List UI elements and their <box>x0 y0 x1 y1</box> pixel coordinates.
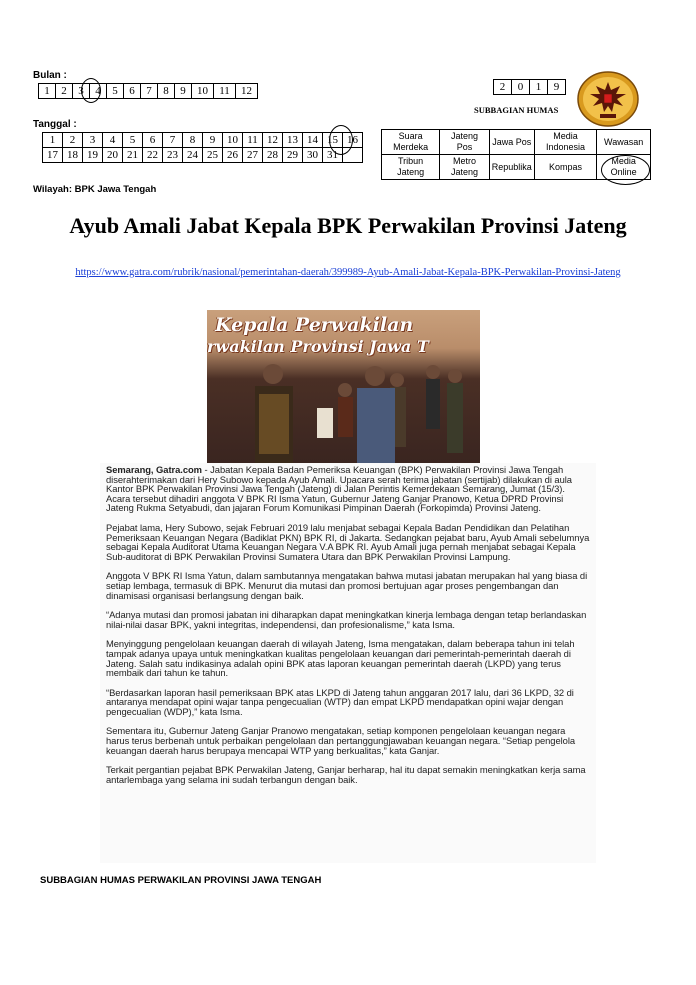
date-cell: 1 <box>43 133 63 148</box>
media-cell: Suara Merdeka <box>382 130 440 155</box>
article-url-link[interactable]: https://www.gatra.com/rubrik/nasional/pemerintahan-daerah/399989-Ayub-Amali-Jabat-Kepala-BPK-Perwakilan-Provinsi-Jateng <box>75 267 621 278</box>
month-cell: 12 <box>236 84 258 99</box>
photo-banner-line2: rwakilan Provinsi Jawa T <box>207 337 429 356</box>
year-digit-cell: 9 <box>548 80 566 95</box>
article-paragraph: “Adanya mutasi dan promosi jabatan ini diharapkan dapat meningkatkan kinerja lembaga dengan tetap berlandaskan nilai-nilai dasar BPK, yakni integritas, independensi, dan profesionalisme,” kata Isma. <box>106 609 587 630</box>
article-paragraph: Menyinggung pengelolaan keuangan daerah di wilayah Jateng, Isma mengatakan, dalam beberapa tahun ini telah tampak adanya upaya untuk meningkatkan kualitas pengelolaan keuangan dari pemerintah-pemerintah daerah di Jateng. Salah satu indikasinya adalah opini BPK atas laporan keuangan pemerintah daerah (LKPD) yang terus membaik dari tahun ke tahun. <box>106 638 575 679</box>
month-cell: 4 <box>90 84 107 99</box>
month-grid <box>38 83 258 99</box>
month-cell: 8 <box>158 84 175 99</box>
article-paragraph: Pejabat lama, Hery Subowo, sejak Februari 2019 lalu menjabat sebagai Kepala Badan Pendidikan dan Pelatihan Pemeriksaan Keuangan Negara (Badiklat PKN) BPK RI, di Jakarta. Sedangkan pejabat baru, Ayub Amali sebelumnya sebagai Kepala Auditorat Utama Keuangan Negara V.A BPK RI. Ayub Amali juga pernah menjabat sebagai Kepala Sub-auditorat di BPK Perwakilan Provinsi Sumatera Utara dan BPK Perwakilan Provinsi Lampung. <box>106 521 590 562</box>
date-cell: 3 <box>83 133 103 148</box>
bulan-label: Bulan : <box>33 70 67 81</box>
date-cell: 28 <box>263 148 283 163</box>
article-paragraph: Anggota V BPK RI Isma Yatun, dalam sambutannya mengatakan bahwa mutasi jabatan merupakan hal yang biasa di setiap lembaga, termasuk di BPK. Menurut dia mutasi dan promosi bertujuan agar proses pengembangan dan dinamisasi organisasi berlangsung dengan baik. <box>106 570 588 601</box>
media-cell: Jawa Pos <box>489 130 534 155</box>
date-cell: 4 <box>103 133 123 148</box>
selected-date-circle <box>329 125 353 155</box>
date-cell: 14 <box>303 133 323 148</box>
photo-people-illustration <box>207 310 480 463</box>
date-cell: 25 <box>203 148 223 163</box>
date-cell: 13 <box>283 133 303 148</box>
month-cell: 9 <box>175 84 192 99</box>
date-grid <box>42 132 363 163</box>
month-cell: 2 <box>56 84 73 99</box>
media-cell: Metro Jateng <box>440 155 490 180</box>
date-cell: 23 <box>163 148 183 163</box>
date-cell: 5 <box>123 133 143 148</box>
date-cell: 11 <box>243 133 263 148</box>
date-cell: 20 <box>103 148 123 163</box>
date-cell: 9 <box>203 133 223 148</box>
date-cell: 27 <box>243 148 263 163</box>
media-cell: Media Online <box>597 155 651 180</box>
date-cell: 10 <box>223 133 243 148</box>
media-cell: Media Indonesia <box>534 130 597 155</box>
date-cell: 15 <box>323 133 343 148</box>
media-cell: Tribun Jateng <box>382 155 440 180</box>
month-cell: 7 <box>141 84 158 99</box>
date-cell: 29 <box>283 148 303 163</box>
date-cell: 26 <box>223 148 243 163</box>
month-cell: 5 <box>107 84 124 99</box>
article-paragraph: Semarang, Gatra.com - Jabatan Kepala Badan Pemeriksa Keuangan (BPK) Perwakilan Provinsi Jawa Tengah diserahterimakan dari Hery Subowo kepada Ayub Amali. Upacara serah terima jabatan (sertijab) dilakukan di aula Kantor BPK Perwakilan Provinsi Jawa Tengah (Jateng) di Jalan Perintis Kemerdekaan Semarang, Jumat (15/3). Acara tersebut dihadiri anggota V BPK RI Isma Yatun, Gubernur Jateng Ganjar Pranowo, Ketua DPRD Provinsi Jateng Rukma Setyabudi, dan jajaran Forum Komunikasi Pimpinan Daerah (Forkopimda) Provinsi Jateng. <box>106 464 572 514</box>
date-cell: 18 <box>63 148 83 163</box>
date-cell: 30 <box>303 148 323 163</box>
date-cell: 21 <box>123 148 143 163</box>
footer-label: SUBBAGIAN HUMAS PERWAKILAN PROVINSI JAWA TENGAH <box>40 875 322 886</box>
article-paragraph: “Berdasarkan laporan hasil pemeriksaan BPK atas LKPD di Jateng tahun anggaran 2017 lalu, dari 36 LKPD, 32 di antaranya mendapat opini wajar tanpa pengecualian (WTP) dan empat LKPD mendapatkan opini wajar dengan pengecualian (WDP),” kata Isma. <box>106 686 574 717</box>
date-cell: 24 <box>183 148 203 163</box>
article-paragraph: Sementara itu, Gubernur Jateng Ganjar Pranowo mengatakan, setiap komponen pengelolaan keuangan negara harus terus berbenah untuk perbaikan pengelolaan dan pertanggungjawaban keuangan negara. “Setiap pengelola keuangan daerah harus berupaya mencapai WTP yang berkualitas,” kata Ganjar. <box>106 725 576 756</box>
article-dateline: Semarang, Gatra.com <box>106 464 202 475</box>
media-cell: Wawasan <box>597 130 651 155</box>
selected-media-circle <box>601 155 650 185</box>
subbagian-humas-label: SUBBAGIAN HUMAS <box>474 105 559 115</box>
media-cell: Kompas <box>534 155 597 180</box>
media-cell: Republika <box>489 155 534 180</box>
bpk-garuda-emblem <box>576 70 640 128</box>
article-title: Ayub Amali Jabat Kepala BPK Perwakilan Provinsi Jateng <box>69 213 627 238</box>
date-cell: 12 <box>263 133 283 148</box>
article-paragraph: Terkait pergantian pejabat BPK Perwakilan Jateng, Ganjar berharap, hal itu dapat semakin meningkatkan kerja sama antarlembaga yang selama ini sudah terbangun dengan baik. <box>106 764 586 785</box>
photo-banner-line1: Kepala Perwakilan <box>215 314 414 336</box>
media-cell: Jateng Pos <box>440 130 490 155</box>
month-cell: 6 <box>124 84 141 99</box>
date-cell: 17 <box>43 148 63 163</box>
year-grid <box>493 79 566 95</box>
date-cell: 7 <box>163 133 183 148</box>
year-digit-cell: 1 <box>530 80 548 95</box>
year-digit-cell: 2 <box>494 80 512 95</box>
date-cell: 8 <box>183 133 203 148</box>
date-cell: 22 <box>143 148 163 163</box>
selected-month-circle <box>81 78 101 103</box>
date-cell: 31 <box>323 148 343 163</box>
date-cell: 16 <box>343 133 363 148</box>
article-photo <box>207 310 480 463</box>
date-cell: 2 <box>63 133 83 148</box>
month-cell: 3 <box>73 84 90 99</box>
month-cell: 1 <box>39 84 56 99</box>
date-cell: 19 <box>83 148 103 163</box>
month-cell: 10 <box>192 84 214 99</box>
date-cell: 6 <box>143 133 163 148</box>
month-cell: 11 <box>214 84 236 99</box>
tanggal-label: Tanggal : <box>33 119 77 130</box>
wilayah-label: Wilayah: BPK Jawa Tengah <box>33 184 157 195</box>
year-digit-cell: 0 <box>512 80 530 95</box>
article-body <box>100 463 596 863</box>
